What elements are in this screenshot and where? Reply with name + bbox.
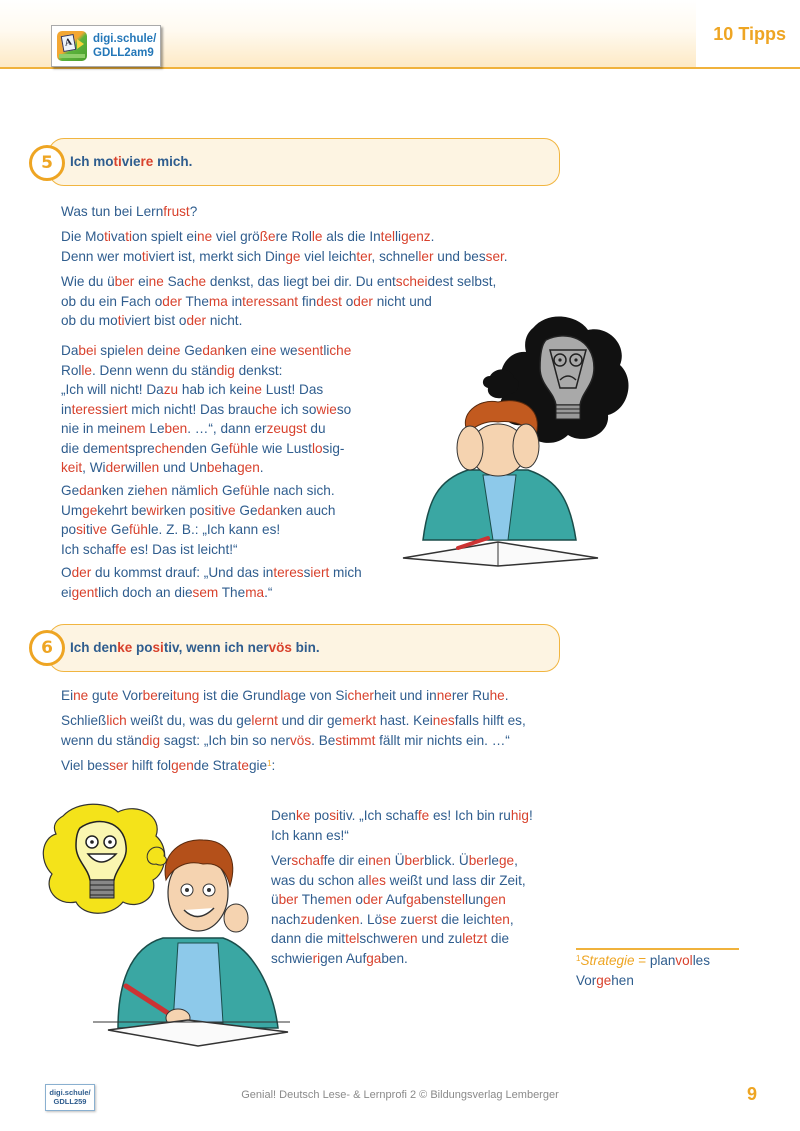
strategy-paragraph (271, 851, 526, 968)
section-5-title: Ich motiviere mich. (70, 154, 193, 169)
highlighted-syllable: füh (240, 483, 260, 498)
section-6-title: Ich denke positiv, wenn ich nervös bin. (70, 640, 320, 655)
highlighted-syllable: ne (246, 382, 262, 397)
highlighted-syllable: hig (510, 808, 529, 823)
highlighted-syllable: le (81, 362, 92, 378)
highlighted-syllable: che (329, 343, 352, 358)
text-line: Wie du über eine Sache denkst, das liegt bei dir. Du entscheidest selbst, (61, 274, 497, 289)
text-line: Was tun bei Lernfrust? (61, 204, 198, 219)
highlighted-syllable: ma (208, 293, 228, 309)
highlighted-syllable: gen (237, 460, 260, 475)
highlighted-syllable: ne (436, 688, 452, 703)
footnote-definition-line2: Vorgehen (576, 972, 634, 988)
footnote-divider (576, 948, 739, 950)
frustrated-boy-illustration (398, 310, 633, 568)
highlighted-syllable: vös (289, 732, 312, 748)
highlighted-syllable: ter (356, 248, 372, 264)
highlighted-syllable: len (141, 460, 160, 475)
text-line: nie in meinem Leben. …“, dann erzeugst du (61, 421, 326, 436)
highlighted-syllable: tel (345, 931, 360, 946)
text-line: Denn wer motiviert ist, merkt sich Dinge viel leichter, schneller und besser. (61, 248, 508, 264)
text-line: keit, Widerwillen und Unbehagen. (61, 460, 264, 475)
highlighted-syllable: iert (108, 401, 128, 417)
text-line: Denke positiv. „Ich schaffe es! Ich bin ruhig! (271, 808, 533, 823)
highlighted-syllable: ti (117, 313, 125, 328)
text-line: ob du motiviert bist oder nicht. (61, 313, 243, 328)
digi-schule-link[interactable] (51, 25, 161, 67)
highlighted-syllable: ge (82, 502, 98, 518)
text-line: dann die mittelschweren und zuletzt die (271, 931, 510, 946)
section-6-number: 6 (29, 630, 65, 666)
highlighted-syllable: dig (141, 732, 161, 748)
paragraph (61, 711, 526, 750)
digi-link-line2: GDLL2am9 (93, 47, 154, 59)
highlighted-syllable: gent (71, 584, 99, 600)
highlighted-syllable: wie (316, 401, 337, 417)
highlighted-syllable: ber (114, 274, 135, 289)
highlighted-syllable: stel (443, 892, 466, 907)
highlighted-syllable: wir (146, 502, 164, 518)
highlighted-syllable: ke (295, 808, 311, 823)
highlighted-syllable: lich (106, 713, 127, 728)
highlighted-syllable: keit (61, 460, 83, 475)
highlighted-syllable: lernt (251, 713, 278, 728)
text-line: Die Motivation spielt eine viel größere Rolle als die Intelligenz. (61, 229, 435, 244)
text-line: Ich kann es!“ (271, 827, 349, 843)
highlighted-syllable: ber (468, 853, 489, 868)
highlighted-syllable: ma (245, 584, 265, 600)
paragraph (61, 563, 362, 602)
text-line: „Ich will nicht! Dazu hab ich keine Lust! Das (61, 382, 324, 397)
highlighted-syllable: ler (418, 248, 434, 264)
highlighted-syllable: schei (395, 274, 428, 289)
highlighted-syllable: füh (129, 522, 148, 537)
footer-credit: Genial! Deutsch Lese- & Lernprofi 2 © Bildungsverlag Lemberger (241, 1089, 559, 1101)
highlighted-syllable: men (325, 892, 352, 907)
highlighted-syllable: dig (216, 362, 235, 378)
digi-link-line1: digi.schule/ (93, 33, 157, 45)
text-line: Umgekehrt bewirken positive Gedanken auch (61, 502, 336, 518)
highlighted-syllable: be (142, 688, 158, 703)
footer-digi-line1: digi.schule/ (49, 1088, 91, 1097)
footnote-equals: = (634, 953, 650, 968)
highlighted-syllable: hen (144, 483, 168, 498)
text-line: wenn du ständig sagst: „Ich bin so nervös. Bestimmt fällt mir nichts ein. …“ (61, 732, 510, 748)
footer-digi-line2: GDLL259 (53, 1097, 87, 1106)
highlighted-syllable: der (362, 892, 383, 907)
highlighted-syllable: ne (261, 343, 277, 358)
highlighted-syllable: nem (119, 421, 146, 436)
highlighted-syllable: ge (285, 248, 301, 264)
text-line: Schließlich weißt du, was du gelernt und dir gemerkt hast. Keinesfalls hilft es, (61, 713, 526, 728)
highlighted-syllable: fe (115, 541, 127, 557)
highlighted-syllable: gen (171, 758, 194, 773)
highlighted-syllable: ne (148, 274, 164, 289)
highlighted-syllable: ent (109, 440, 129, 456)
highlighted-syllable: ga (366, 950, 382, 966)
highlighted-syllable: zu (300, 911, 315, 927)
highlighted-syllable: dan (202, 343, 226, 358)
text-line: Dabei spielen deine Gedanken eine wesentliche (61, 343, 352, 358)
highlighted-syllable: ken (337, 911, 360, 927)
highlighted-syllable: lich (197, 483, 219, 498)
footnote-definition-line1: planvolles (649, 953, 710, 968)
highlighted-syllable: si (329, 808, 340, 823)
highlighted-syllable: der (186, 313, 207, 328)
highlighted-syllable: schaf (291, 853, 324, 868)
text-line: Ich schaffe es! Das ist leicht!“ (61, 541, 238, 557)
section-label: 10 Tipps (713, 24, 786, 44)
highlighted-syllable: ser (109, 758, 129, 773)
text-line: was du schon alles weißt und lass dir Zeit, (271, 872, 526, 888)
highlighted-syllable: ne (197, 229, 213, 244)
text-line: Eine gute Vorbereitung ist die Grundlage von Sicherheit und innerer Ruhe. (61, 688, 509, 703)
highlighted-syllable: le (311, 229, 323, 244)
highlighted-syllable: re (140, 154, 154, 169)
highlighted-syllable: vös (268, 640, 292, 655)
highlighted-syllable: ri (312, 950, 321, 966)
highlighted-syllable: ren (397, 931, 418, 946)
highlighted-syllable: he (489, 688, 505, 703)
highlighted-syllable: füh (228, 440, 248, 456)
highlighted-syllable: stimmt (335, 732, 376, 748)
highlighted-syllable: len (125, 343, 144, 358)
highlighted-syllable: dest (316, 293, 342, 309)
highlighted-syllable: frust (163, 204, 190, 219)
highlighted-syllable: ße (259, 229, 276, 244)
app-icon: A (57, 31, 87, 61)
highlighted-syllable: ke (117, 640, 133, 655)
paragraph (61, 481, 335, 559)
highlighted-syllable: la (280, 688, 291, 703)
highlighted-syllable: ten (490, 911, 510, 927)
header-divider (0, 67, 800, 69)
text-line: ob du ein Fach oder Thema interessant findest oder nicht und (61, 293, 432, 309)
highlighted-syllable: ti (113, 154, 122, 169)
highlighted-syllable: se (382, 911, 397, 927)
highlighted-syllable: si (204, 502, 215, 518)
text-line: eigentlich doch an diesem Thema.“ (61, 584, 273, 600)
highlighted-syllable: sem (192, 584, 219, 600)
text-line: Rolle. Denn wenn du ständig denkst: (61, 362, 283, 378)
highlighted-syllable: ge (596, 972, 612, 988)
highlighted-syllable: vol (675, 953, 693, 968)
highlighted-syllable: der (162, 293, 182, 309)
paragraph (61, 202, 197, 222)
highlighted-syllable: ben (164, 421, 188, 436)
paragraph (61, 686, 509, 706)
highlighted-syllable: ber (278, 892, 299, 907)
highlighted-syllable: lo (311, 440, 323, 456)
highlighted-syllable: gen (483, 892, 506, 907)
happy-boy-illustration (38, 798, 293, 1050)
page-number: 9 (746, 1084, 757, 1104)
highlighted-syllable: ve (221, 502, 236, 518)
highlighted-syllable: ser (485, 248, 504, 264)
highlighted-syllable: te (107, 688, 119, 703)
text-line: Verschaffe dir einen Überblick. Überlege, (271, 853, 518, 868)
highlighted-syllable: si (152, 640, 164, 655)
footnote-marker: 1 (267, 759, 272, 768)
text-line: positive Gefühle. Z. B.: „Ich kann es! (61, 522, 281, 537)
section-5-number: 5 (29, 145, 65, 181)
text-line: schwierigen Aufgaben. (271, 950, 408, 966)
highlighted-syllable: nen (368, 853, 391, 868)
highlighted-syllable: zu (163, 382, 179, 397)
highlighted-syllable: teres (71, 401, 102, 417)
highlighted-syllable: ga (406, 892, 422, 907)
highlighted-syllable: cher (347, 688, 374, 703)
highlighted-syllable: te (237, 758, 249, 773)
footnote-term: Strategie (580, 953, 635, 968)
highlighted-syllable: ve (92, 522, 108, 537)
text-line: über Themen oder Aufgabenstellungen (271, 892, 506, 907)
highlighted-syllable: bei (78, 343, 97, 358)
highlighted-syllable: si (76, 522, 86, 537)
highlighted-syllable: letzt (462, 931, 488, 946)
highlighted-syllable: fe (417, 808, 430, 823)
text-line: Gedanken ziehen nämlich Gefühle nach sich. (61, 483, 335, 498)
highlighted-syllable: ge (499, 853, 515, 868)
text-line: nachzudenken. Löse zuerst die leichten, (271, 911, 514, 927)
highlighted-syllable: ti (141, 248, 149, 264)
highlighted-syllable: der (71, 565, 92, 580)
footnote-number: 1 (576, 954, 581, 963)
highlighted-syllable: erst (414, 911, 438, 927)
text-line: Oder du kommst drauf: „Und das interessiert mich (61, 565, 362, 580)
highlighted-syllable: ne (165, 343, 181, 358)
highlighted-syllable: chen (154, 440, 185, 456)
paragraph (61, 227, 508, 266)
highlighted-syllable: teres (273, 565, 304, 580)
highlighted-syllable: dan (79, 483, 102, 498)
highlighted-syllable: ber (404, 853, 425, 868)
highlighted-syllable: teressant (242, 293, 299, 309)
highlighted-syllable: der (105, 460, 126, 475)
highlighted-syllable: che (184, 274, 207, 289)
text-line: interessiert mich nicht! Das brauche ich sowieso (61, 401, 352, 417)
highlighted-syllable: tel (380, 229, 396, 244)
highlighted-syllable: zeugst (266, 421, 307, 436)
paragraph (61, 341, 351, 478)
highlighted-syllable: tung (172, 688, 200, 703)
highlighted-syllable: ne (73, 688, 89, 703)
strategy-paragraph (271, 806, 533, 845)
highlighted-syllable: merkt (342, 713, 377, 728)
paragraph-strategy-intro: Viel besser hilft folgende Strategie$^1$: (61, 758, 276, 773)
highlighted-syllable: che (255, 401, 278, 417)
highlighted-syllable: be (206, 460, 222, 475)
highlighted-syllable: ti (104, 229, 111, 244)
highlighted-syllable: der (353, 293, 373, 309)
highlighted-syllable: ti (125, 229, 133, 244)
highlighted-syllable: genz (401, 229, 431, 244)
footnote (576, 951, 710, 990)
highlighted-syllable: sent (297, 343, 324, 358)
highlighted-syllable: iert (310, 565, 330, 580)
text-line: die dementsprechenden Gefühle wie Lustlosig- (61, 440, 345, 456)
highlighted-syllable: nes (432, 713, 455, 728)
highlighted-syllable: les (368, 872, 386, 888)
highlighted-syllable: dan (257, 502, 281, 518)
